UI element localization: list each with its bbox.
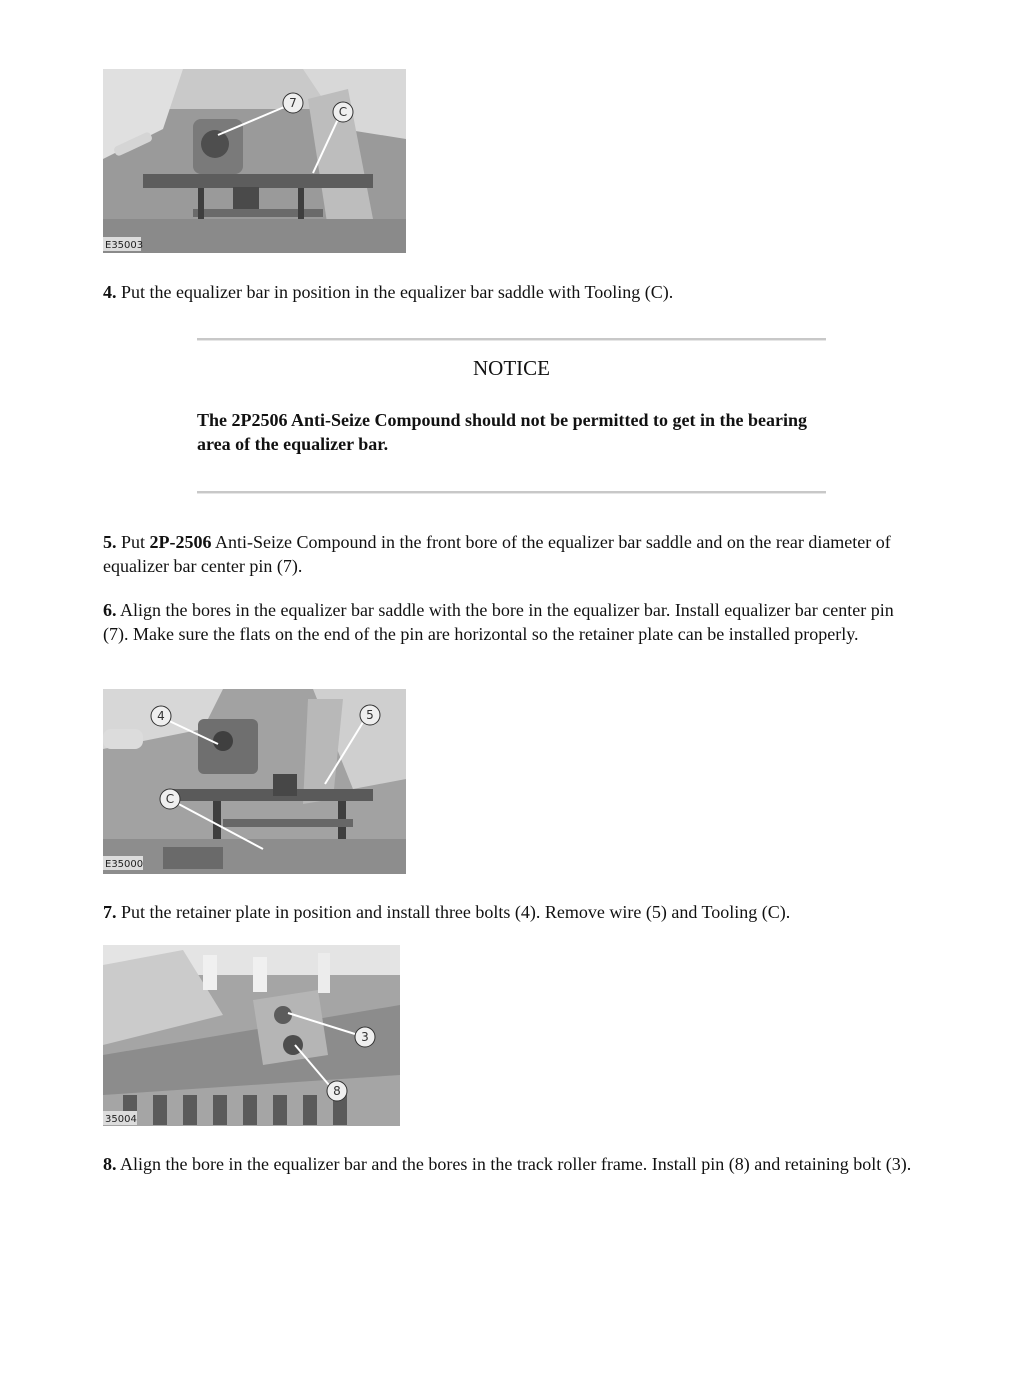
svg-text:C: C xyxy=(165,792,175,806)
notice-bottom-rule xyxy=(197,491,826,494)
image-code: E35000 xyxy=(105,859,144,870)
svg-text:8: 8 xyxy=(333,1084,341,1098)
notice-top-rule xyxy=(197,338,826,341)
svg-text:3: 3 xyxy=(361,1030,369,1044)
image-code: 35004 xyxy=(105,1114,137,1125)
image-code: E35003 xyxy=(105,240,144,251)
svg-text:C: C xyxy=(338,105,348,119)
notice-title: NOTICE xyxy=(473,356,550,380)
step-5: 5. Put 2P-2506 Anti-Seize Compound in the front bore of the equalizer bar saddle and on the rear diameter of equalizer bar center pin (7). xyxy=(103,532,891,576)
photo-track-roller-frame xyxy=(103,945,400,1126)
step-8: 8. Align the bore in the equalizer bar and the bores in the track roller frame. Install pin (8) and retaining bolt (3). xyxy=(103,1154,912,1174)
svg-text:7: 7 xyxy=(289,96,297,110)
notice-body: The 2P2506 Anti-Seize Compound should not be permitted to get in the bearing area of the equalizer bar. xyxy=(197,410,808,454)
step-4: 4. Put the equalizer bar in position in the equalizer bar saddle with Tooling (C). xyxy=(103,282,674,302)
photo-retainer-plate xyxy=(103,689,406,874)
step-6: 6. Align the bores in the equalizer bar saddle with the bore in the equalizer bar. Install equalizer bar center pin (7). Make sure the flats on the end of the pin are horizontal so the retainer plate can be installed properly. xyxy=(103,600,894,644)
photo-equalizer-tooling xyxy=(103,69,406,253)
svg-text:4: 4 xyxy=(157,709,165,723)
svg-text:5: 5 xyxy=(366,708,374,722)
step-7: 7. Put the retainer plate in position and install three bolts (4). Remove wire (5) and Tooling (C). xyxy=(103,902,791,922)
